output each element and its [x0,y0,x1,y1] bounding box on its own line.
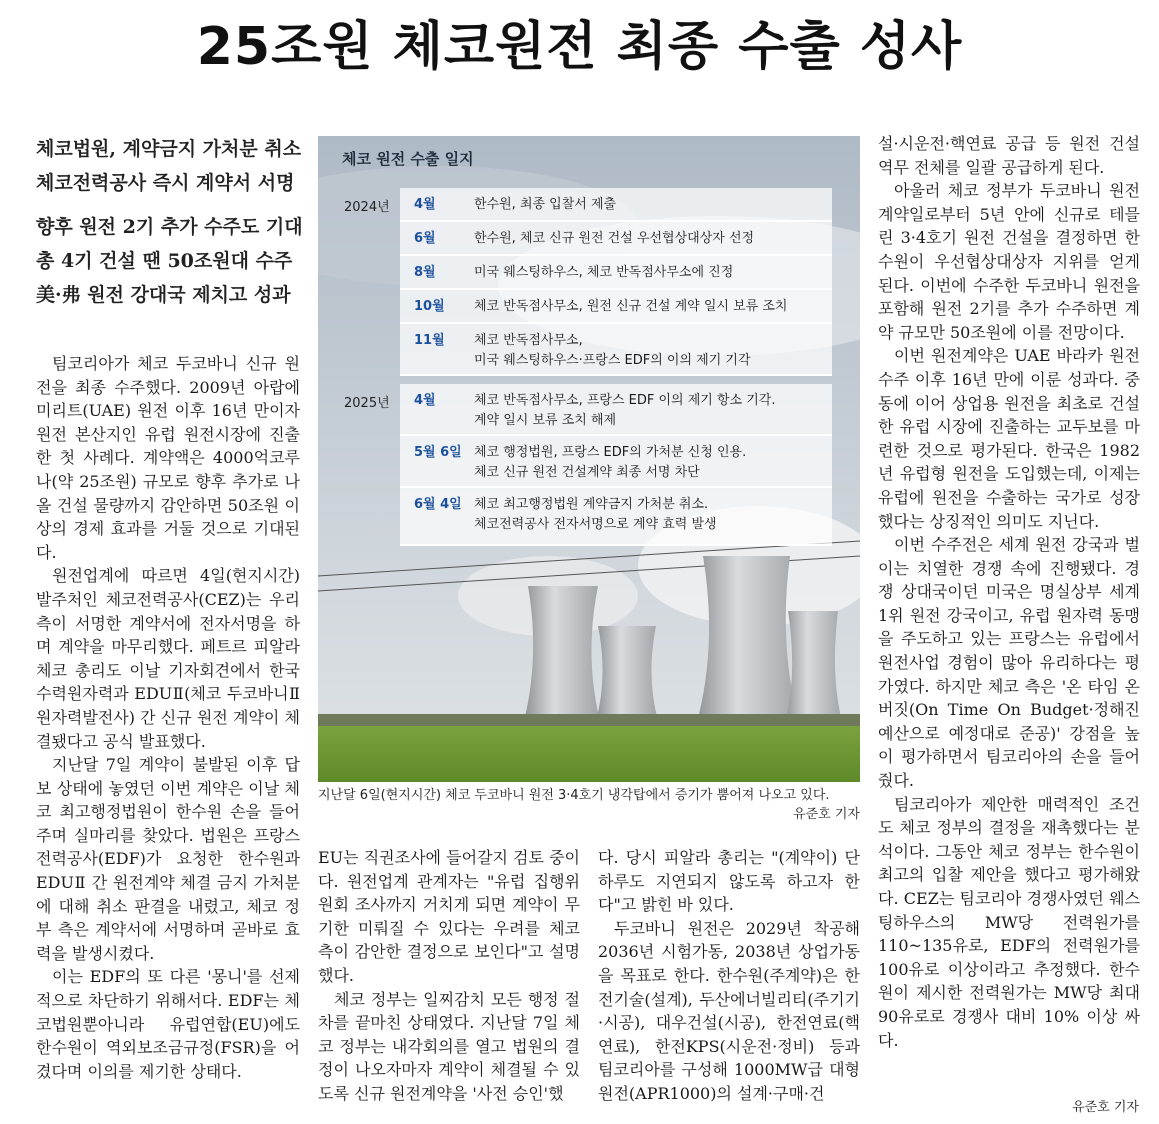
timeline-text [474,297,830,317]
timeline-line: 체코 반독점사무소, [474,333,583,348]
timeline-text [474,495,830,535]
timeline-line: 체코 반독점사무소, 원전 신규 건설 계약 일시 보류 조치 [474,299,788,314]
paragraph: 아울러 체코 정부가 두코바니 원전 계약일로부터 5년 안에 신규로 테믈린 3·4호기 원전 건설을 결정하면 한수원이 우선협상대상자 지위를 얻게 된다. 이번에 수주한 두코바니 원전을 포함해 원전 2기를 추가 수주하면 계약 규모만 50조원에 이를 전망이다. [878,181,1140,342]
timeline-year: 2025년 [344,396,390,411]
paragraph: 이는 EDF의 또 다른 '몽니'를 선제적으로 차단하기 위해서다. EDF는 체코법원뿐아니라 유럽연합(EU)에도 한수원이 역외보조금규정(FSR)을 어겼다며 이의를 제기한 상태다. [36,967,300,1081]
subhead-line: 美·弗 원전 강대국 제치고 성과 [36,284,291,306]
byline: 유준호 기자 [1072,1100,1139,1115]
timeline-month: 4월 [414,393,436,408]
timeline-row [400,384,832,436]
paragraph: 이번 원전계약은 UAE 바라카 원전 수주 이후 16년 만에 이룬 성과다. 중동에 이어 상업용 원전을 최초로 건설한 유럽 시장에 진출하는 교두보를 마련한 것으로 평가된다. 한국은 1982년 유럽형 원전을 도입했는데, 이제는 유럽에 원전을 수출하는 국가로 성장했다는 상징적인 의미도 지닌다. [878,346,1140,531]
timeline-month: 6월 [414,231,436,246]
timeline-line: 체코 최고행정법원 계약금지 가처분 취소. [474,497,709,512]
timeline-row [400,222,832,256]
timeline-month: 11월 [414,333,445,348]
timeline-month: 10월 [414,299,445,314]
timeline-text [474,229,830,249]
paragraph: EU는 직권조사에 들어갈지 검토 중이다. 원전업계 관계자는 "유럽 집행위원회 조사까지 거치게 되면 계약이 무기한 미뤄질 수 있다는 우려를 체코 측이 감안한 결정으로 보인다"고 설명했다. [318,848,580,985]
paragraph: 설·시운전·핵연료 공급 등 원전 건설 역무 전체를 일괄 공급하게 된다. [878,134,1140,177]
timeline-text [474,263,830,283]
timeline-row [400,188,832,222]
photo-caption [318,786,860,824]
paragraph: 지난달 7일 계약이 불발된 이후 답보 상태에 놓였던 이번 계약은 이날 체코 최고행정법원이 한수원 손을 들어주며 실마리를 찾았다. 법원은 프랑스전력공사(EDF)가 요청한 한수원과 EDUⅡ 간 원전계약 체결 금지 가처분에 대해 취소 판결을 내렸고, 체코 정부 측은 계약서에 서명하며 곧바로 효력을 발생시켰다. [36,755,300,963]
timeline-line: 계약 일시 보류 조치 해제 [474,413,617,428]
timeline-row [400,488,832,546]
timeline-line: 한수원, 체코 신규 원전 건설 우선협상대상자 선정 [474,231,755,246]
caption-credit: 유준호 기자 [793,807,860,822]
timeline-month: 5월 6일 [414,445,462,460]
paragraph: 체코 정부는 일찌감치 모든 행정 절차를 끝마친 상태였다. 지난달 7일 체코 정부는 내각회의를 열고 법원의 결정이 나오자마자 계약이 체결될 수 있도록 신규 원전계약을 '사전 승인'했 [318,989,580,1103]
paragraph: 다. 당시 피알라 총리는 "(계약이) 단 하루도 지연되지 않도록 하고자 한다"고 밝힌 바 있다. [598,848,860,915]
timeline-line: 한수원, 최종 입찰서 제출 [474,197,617,212]
export-timeline [334,148,844,532]
timeline-text [474,331,830,371]
timeline-line: 체코 신규 원전 건설계약 최종 서명 차단 [474,465,700,480]
subhead-line: 체코법원, 계약금지 가처분 취소 [36,138,302,160]
paragraph: 이번 수주전은 세계 원전 강국과 벌이는 치열한 경쟁 속에 진행됐다. 경쟁 상대국이던 미국은 명실상부 세계 1위 원전 강국이고, 유럽 원자력 동맹을 주도하고 있는 프랑스는 유럽에서 원전사업 경험이 많아 유리하다는 평가였다. 하지만 체코 측은 '온 타임 온 버짓(On Time On Budget·정해진 예산으로 예정대로 준공)' 강점을 높이 평가하면서 팀코리아의 손을 들어줬다. [878,535,1140,791]
subhead-line: 총 4기 건설 땐 50조원대 수주 [36,250,293,272]
article-column-1 [36,352,300,1083]
timeline-row [400,256,832,290]
paragraph: 팀코리아가 제안한 매력적인 조건도 체코 정부의 결정을 재촉했다는 분석이다. 그동안 체코 정부는 한수원이 최고의 입찰 제안을 했다고 평가해왔다. CEZ는 팀코리아 경쟁사였던 웨스팅하우스의 MW당 전력원가를 110~135유로, EDF의 전력원가를 100유로 이상이라고 추정했다. 한수원이 제시한 전력원가는 MW당 최대 90유로로 경쟁사 대비 10% 이상 싸다. [878,794,1140,1050]
timeline-month: 4월 [414,197,436,212]
timeline-title: 체코 원전 수출 일지 [342,150,474,168]
timeline-line: 체코 행정법원, 프랑스 EDF의 가처분 신청 인용. [474,445,747,460]
timeline-month: 6월 4일 [414,497,462,512]
subhead-line: 향후 원전 2기 추가 수주도 기대 [36,216,303,238]
timeline-line: 체코 반독점사무소, 프랑스 EDF 이의 제기 항소 기각. [474,393,776,408]
timeline-row [400,436,832,488]
timeline-row [400,290,832,324]
timeline-row [400,324,832,376]
paragraph: 팀코리아가 체코 두코바니 신규 원전을 최종 수주했다. 2009년 아랍에미리트(UAE) 원전 이후 16년 만이자 원전 본산지인 유럽 원전시장에 진출한 첫 사례다. 계약액은 4000억코루나(약 25조원) 규모로 향후 추가로 나올 건설 물량까지 감안하면 50조원 이상의 경제 효과를 거둘 것으로 기대된다. [36,354,300,562]
subhead-b [36,210,316,312]
article-column-4 [878,132,1140,1052]
timeline-text [474,443,830,483]
timeline-year: 2024년 [344,200,390,215]
article-column-3 [598,846,860,1106]
subhead-a [36,132,316,200]
subhead-line: 체코전력공사 즉시 계약서 서명 [36,172,295,194]
timeline-text [474,391,830,431]
timeline-text [474,195,830,215]
paragraph: 두코바니 원전은 2029년 착공해 2036년 시험가동, 2038년 상업가동을 목표로 한다. 한수원(주계약)은 한전기술(설계), 두산에너빌리티(주기기·시공), 대우건설(시공), 한전연료(핵연료), 한전KPS(시운전·정비) 등과 팀코리아를 구성해 1000MW급 대형 원전(APR1000)의 설계·구매·건 [598,918,860,1103]
timeline-line: 체코전력공사 전자서명으로 계약 효력 발생 [474,517,717,532]
timeline-line: 미국 웨스팅하우스, 체코 반독점사무소에 진정 [474,265,734,280]
article-column-2 [318,846,580,1106]
headline: 25조원 체코원전 최종 수출 성사 [196,17,963,77]
caption-text: 지난달 6일(현지시간) 체코 두코바니 원전 3·4호기 냉각탑에서 증기가 뿜어져 나오고 있다. [318,788,830,803]
timeline-month: 8월 [414,265,436,280]
paragraph: 원전업계에 따르면 4일(현지시간) 발주처인 체코전력공사(CEZ)는 우리 측이 서명한 계약서에 전자서명을 하며 계약을 마무리했다. 페트르 피알라 체코 총리도 이날 기자회견에서 한국수력원자력과 EDUⅡ(체코 두코바니Ⅱ 원자력발전사) 간 신규 원전 계약이 체결됐다고 공식 발표했다. [36,566,300,751]
timeline-line: 미국 웨스팅하우스·프랑스 EDF의 이의 제기 기각 [474,353,751,368]
